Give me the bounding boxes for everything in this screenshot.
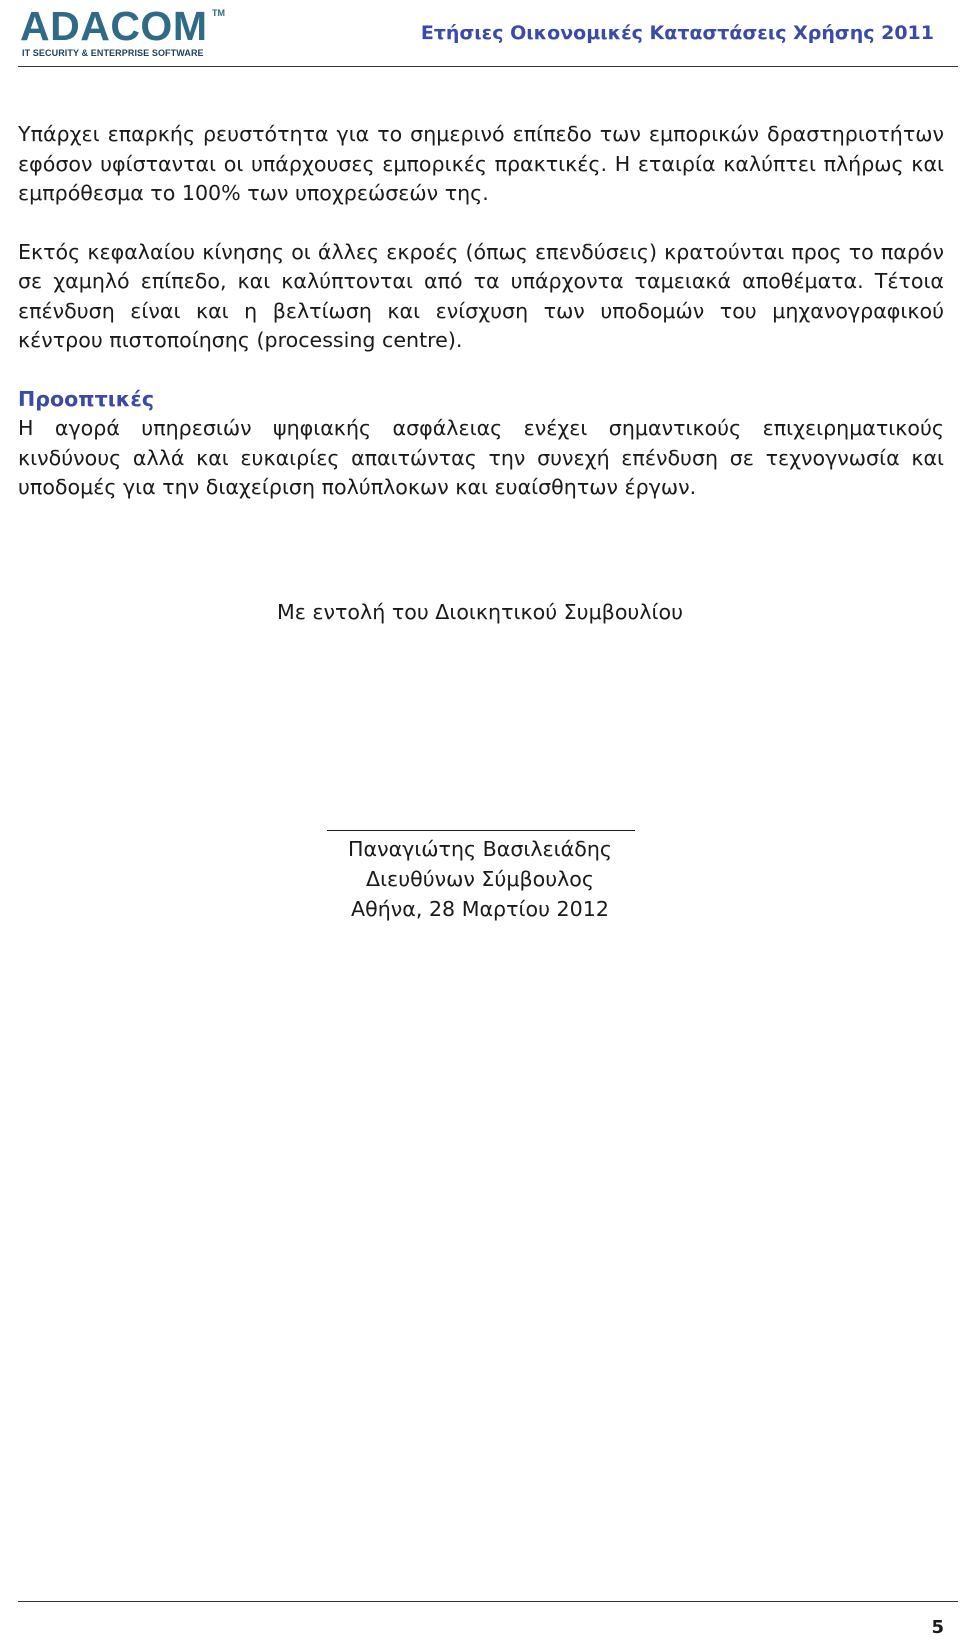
logo-wordmark: ADACOM: [20, 3, 208, 49]
page-header: [0, 0, 960, 68]
adacom-logo: [20, 4, 230, 62]
section-title-prospects: Προοπτικές: [18, 386, 155, 411]
signatory-name: Παναγιώτης Βασιλειάδης: [348, 837, 612, 861]
signature-block: [0, 834, 960, 924]
header-divider: [18, 66, 958, 67]
page-body: [18, 120, 944, 503]
signature-place-date: Αθήνα, 28 Μαρτίου 2012: [351, 897, 609, 921]
logo-tagline: IT SECURITY & ENTERPRISE SOFTWARE: [22, 48, 204, 58]
paragraph-outflows: Εκτός κεφαλαίου κίνησης οι άλλες εκροές (όπως επενδύσεις) κρατούνται προς το παρόν σε χαμηλό επίπεδο, και καλύπτονται από τα υπάρχοντα ταμειακά αποθέματα. Τέτοια επένδυση είναι και η βελτίωση και ενίσχυση των υποδομών του μηχανογραφικού κέντρου πιστοποίησης (processing centre).: [18, 239, 944, 352]
document-title: Ετήσιες Οικονομικές Καταστάσεις Χρήσης 2011: [420, 22, 934, 44]
paragraph-prospects: Η αγορά υπηρεσιών ψηφιακής ασφάλειας ενέχει σημαντικούς επιχειρηματικούς κινδύνους αλλά και ευκαιρίες απαιτώντας την συνεχή επένδυση σε τεχνογνωσία και υποδομές για την διαχείριση πολύπλοκων και ευαίσθητων έργων.: [18, 416, 944, 499]
logo-trademark: TM: [212, 8, 225, 18]
paragraph-liquidity: Υπάρχει επαρκής ρευστότητα για το σημερινό επίπεδο των εμπορικών δραστηριοτήτων εφόσον υφίστανται οι υπάρχουσες εμπορικές πρακτικές. Η εταιρία καλύπτει πλήρως και εμπρόθεσμα το 100% των υποχρεώσεών της.: [18, 122, 944, 205]
footer-divider: [18, 1601, 958, 1602]
signatory-role: Διευθύνων Σύμβουλος: [366, 867, 594, 891]
page-number: 5: [931, 1617, 944, 1638]
signature-line: [327, 830, 635, 831]
board-mandate-statement: Με εντολή του Διοικητικού Συμβουλίου: [276, 600, 684, 624]
